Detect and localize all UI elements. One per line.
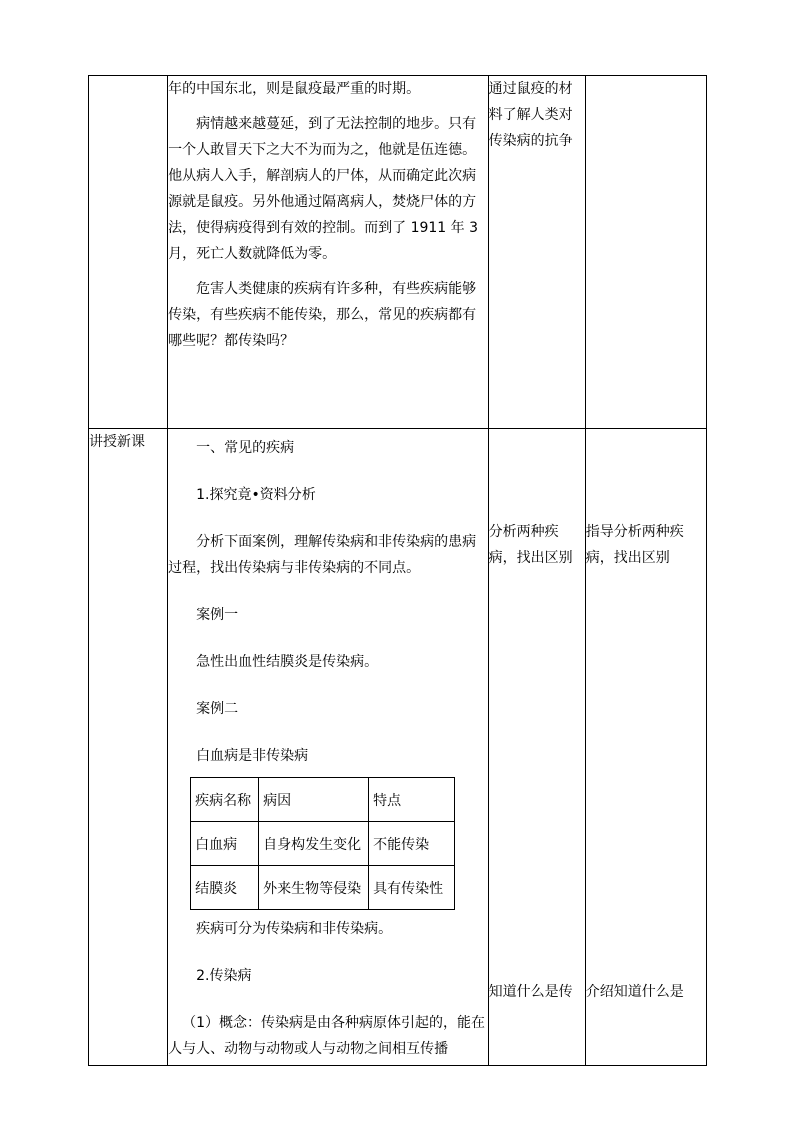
paragraph: 分析下面案例，理解传染病和非传染病的患病过程，找出传染病与非传染病的不同点。 bbox=[168, 534, 477, 576]
teacher-activity-text: 介绍知道什么是 bbox=[585, 984, 684, 1000]
paragraph: （1）概念：传染病是由各种病原体引起的，能在人与人、动物与动物或人与动物之间相互传播 bbox=[168, 1015, 486, 1057]
teacher-activity-cell bbox=[585, 76, 706, 429]
case-title: 案例二 bbox=[196, 701, 239, 717]
case-title: 案例一 bbox=[196, 607, 239, 623]
lesson-step-cell bbox=[89, 76, 168, 429]
content-cell bbox=[168, 429, 489, 1066]
table-cell: 外来生物等侵染 bbox=[259, 866, 369, 910]
table-cell: 具有传染性 bbox=[369, 866, 455, 910]
table-header-row bbox=[191, 778, 455, 822]
student-activity-cell bbox=[488, 429, 585, 1066]
paragraph: 危害人类健康的疾病有许多种，有些疾病能够传染，有些疾病不能传染，那么，常见的疾病都有哪些呢？都传染吗？ bbox=[168, 281, 477, 349]
student-activity-text: 分析两种疾病，找出区别 bbox=[488, 524, 573, 566]
content-cell bbox=[168, 76, 489, 429]
paragraph: 疾病可分为传染病和非传染病。 bbox=[196, 921, 393, 937]
table-cell: 不能传染 bbox=[369, 822, 455, 866]
teacher-activity-text: 指导分析两种疾病，找出区别 bbox=[585, 524, 684, 566]
subsection-heading: 2.传染病 bbox=[196, 968, 252, 984]
paragraph: 病情越来越蔓延，到了无法控制的地步。只有一个人敢冒天下之大不为而为之，他就是伍连德。他从病人入手，解剖病人的尸体，从而确定此次病源就是鼠疫。另外他通过隔离病人，焚烧尸体的方法，使得病疫得到有效的控制。而到了 1911 年 3 月，死亡人数就降低为零。 bbox=[168, 116, 479, 262]
paragraph: 年的中国东北，则是鼠疫最严重的时期。 bbox=[168, 81, 421, 97]
table-cell: 自身构发生变化 bbox=[259, 822, 369, 866]
table-row bbox=[191, 822, 455, 866]
paragraph: 白血病是非传染病 bbox=[196, 748, 309, 764]
lesson-step-cell: 讲授新课 bbox=[89, 429, 168, 1066]
table-row bbox=[89, 429, 707, 1066]
section-heading: 一、常见的疾病 bbox=[196, 440, 295, 456]
table-header-cell: 特点 bbox=[369, 778, 455, 822]
teacher-activity-cell bbox=[585, 429, 706, 1066]
table-cell: 白血病 bbox=[191, 822, 259, 866]
table-row bbox=[191, 866, 455, 910]
subsection-heading: 1.探究竟•资料分析 bbox=[196, 487, 316, 503]
disease-comparison-table bbox=[190, 777, 455, 910]
lesson-plan-table bbox=[88, 75, 707, 1066]
table-cell: 结膜炎 bbox=[191, 866, 259, 910]
student-activity-text: 知道什么是传 bbox=[488, 984, 573, 1000]
table-header-cell: 疾病名称 bbox=[191, 778, 259, 822]
table-row bbox=[89, 76, 707, 429]
table-header-cell: 病因 bbox=[259, 778, 369, 822]
paragraph: 急性出血性结膜炎是传染病。 bbox=[196, 654, 379, 670]
student-activity-cell: 通过鼠疫的材料了解人类对传染病的抗争 bbox=[488, 76, 585, 429]
